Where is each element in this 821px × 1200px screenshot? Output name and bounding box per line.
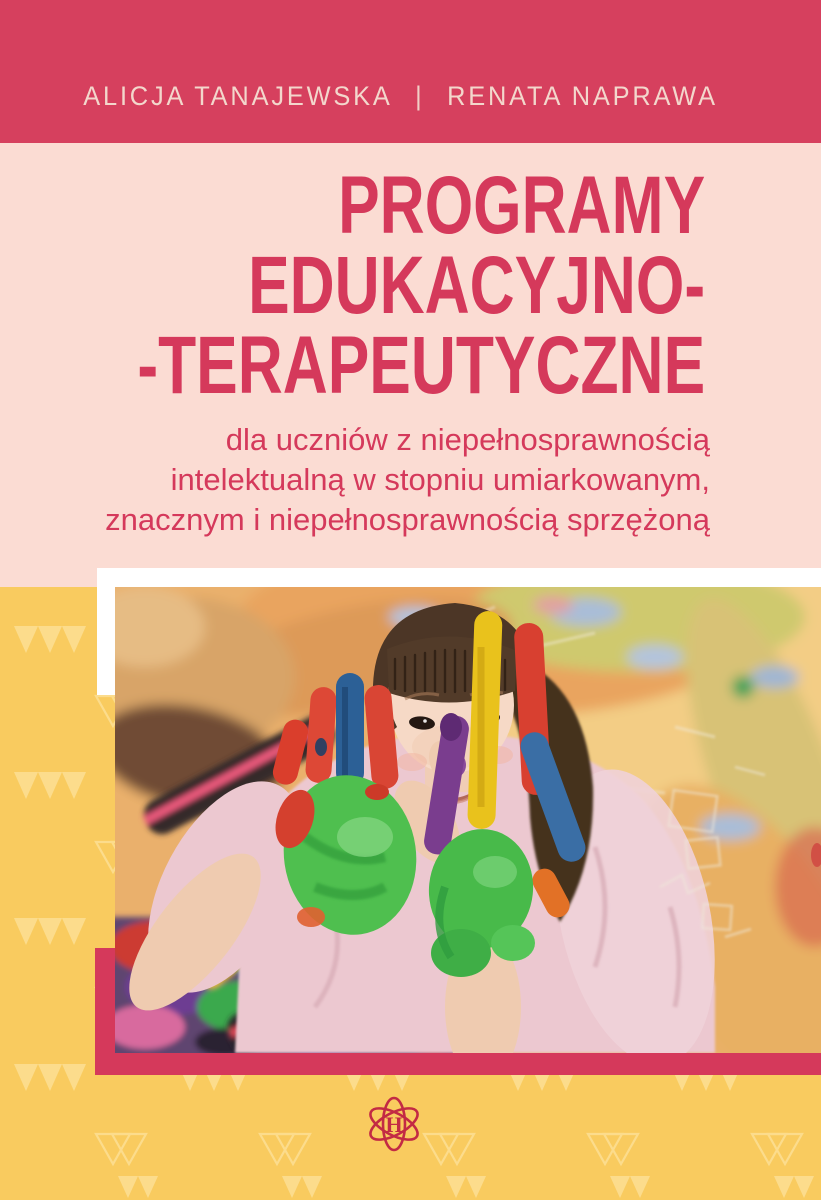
author-name-left: ALICJA TANAJEWSKA [83, 81, 393, 111]
author-name-right: RENATA NAPRAWA [447, 81, 718, 111]
book-title [137, 160, 705, 411]
subtitle-line-3: znacznym i niepełnosprawnością sprzężoną [105, 502, 710, 537]
book-subtitle [105, 420, 710, 540]
cover-photo-girl-with-painted-hands [115, 587, 821, 1053]
author-band [0, 0, 821, 143]
title-line-1: PROGRAMY [337, 160, 705, 251]
title-line-3: -TERAPEUTYCZNE [137, 320, 705, 411]
subtitle-line-1: dla uczniów z niepełnosprawnością [225, 422, 710, 457]
author-divider: | [415, 81, 425, 111]
title-line-2: EDUKACYJNO- [247, 240, 705, 331]
subtitle-line-2: intelektualną w stopniu umiarkowanym, [170, 462, 710, 497]
logo-letter: H [385, 1112, 403, 1137]
publisher-logo [367, 1096, 421, 1152]
author-line [83, 81, 718, 112]
